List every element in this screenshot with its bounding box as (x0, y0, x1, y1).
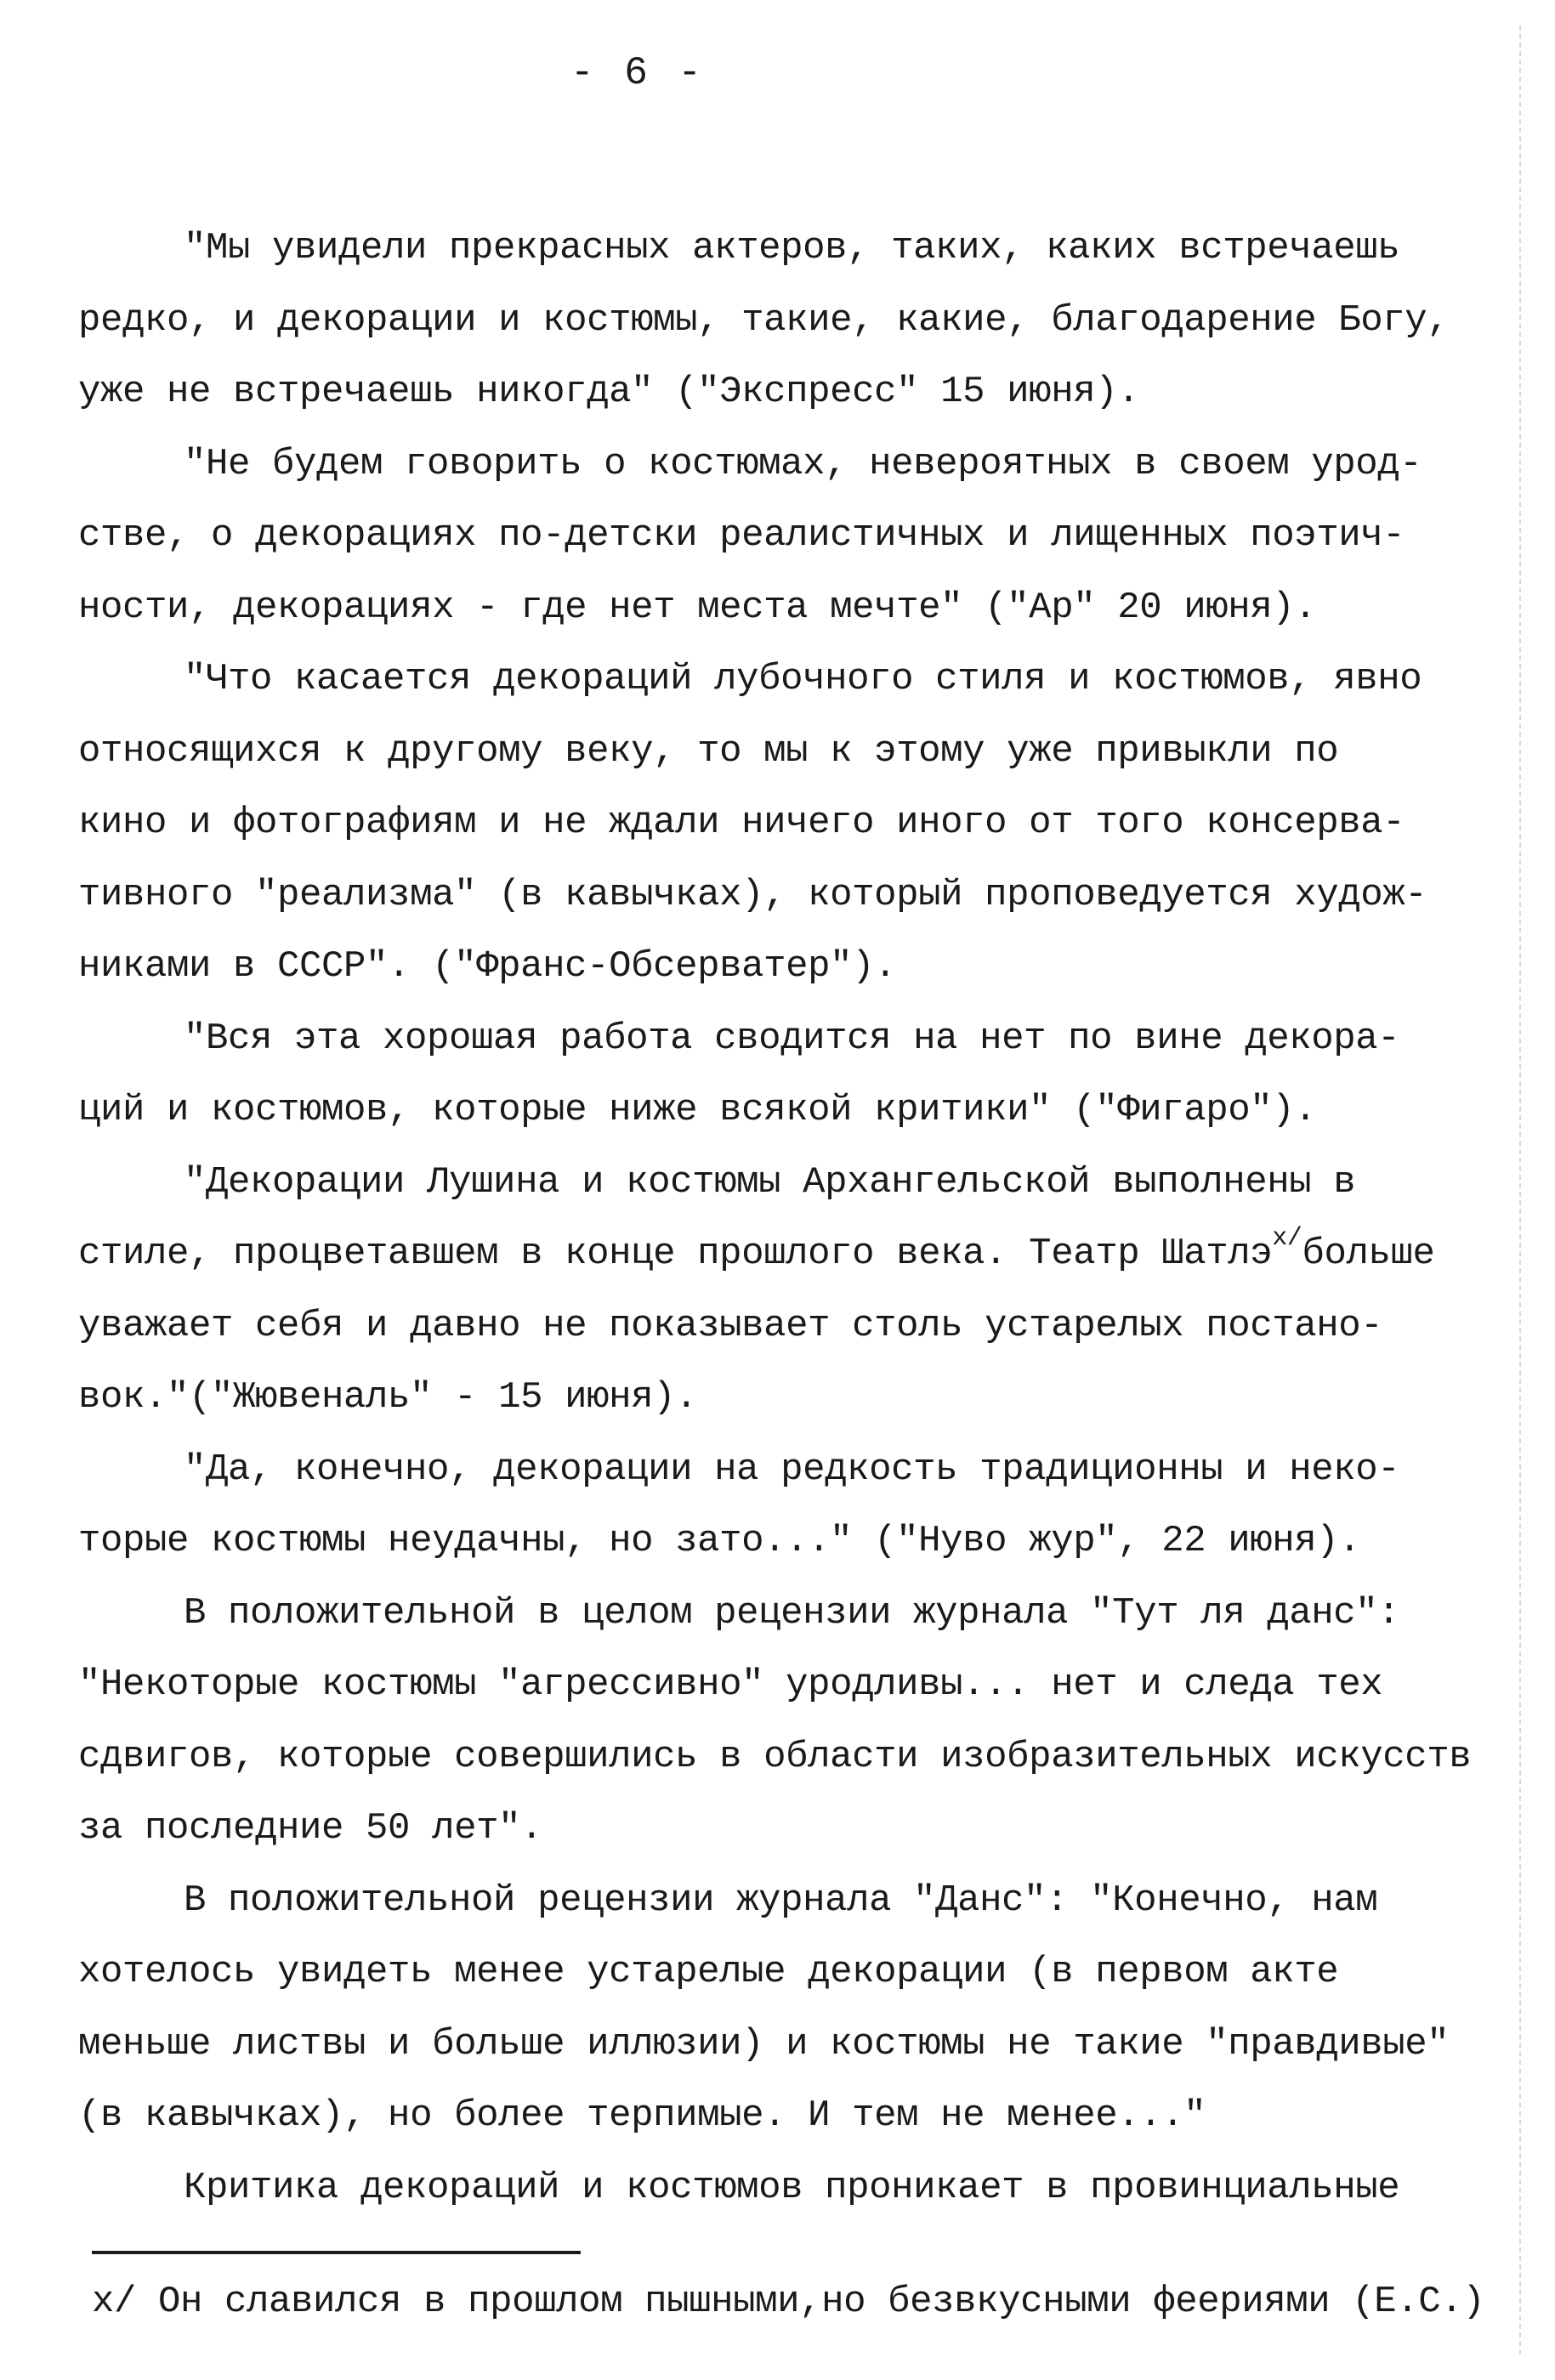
text-line: (в кавычках), но более терпимые. И тем не менее..." (78, 2094, 1206, 2137)
text-line: меньше листвы и больше иллюзии) и костюмы не такие "правдивые" (78, 2022, 1450, 2066)
text-line: тивного "реализма" (в кавычках), который проповедуется худож- (78, 873, 1427, 916)
body-text (78, 212, 1473, 2224)
text-line: "Некоторые костюмы "агрессивно" уродливы... нет и следа тех (78, 1663, 1383, 1706)
footnote-marker: x/ (1272, 1224, 1302, 1253)
text-line: "Мы увидели прекрасных актеров, таких, каких встречаешь (184, 227, 1400, 269)
text-line-start: стиле, процветавшем в конце прошлого века. Театр Шатлэ (78, 1232, 1273, 1275)
text-line: "Вся эта хорошая работа сводится на нет по вине декора- (184, 1017, 1400, 1060)
text-line: "Что касается декораций лубочного стиля и костюмов, явно (184, 658, 1422, 700)
text-line: относящихся к другому веку, то мы к этому уже привыкли по (78, 729, 1339, 773)
text-line: В положительной в целом рецензии журнала "Тут ля данс": (184, 1591, 1400, 1635)
text-line: В положительной рецензии журнала "Данс": "Конечно, нам (184, 1878, 1378, 1922)
text-line: уважает себя и давно не показывает столь устарелых постано- (78, 1304, 1383, 1347)
text-line: сдвигов, которые совершились в области изобразительных искусств (78, 1735, 1472, 1778)
text-line-with-footnote-mark (78, 1218, 1473, 1290)
text-line: стве, о декорациях по-детски реалистичных и лищенных поэтич- (78, 514, 1405, 557)
page-number: - 6 - (570, 51, 706, 95)
text-line: кино и фотографиям и не ждали ничего иного от того консерва- (78, 802, 1405, 844)
text-line: торые костюмы неудачны, но зато..." ("Нуво жур", 22 июня). (78, 1520, 1361, 1562)
text-line-end: больше (1302, 1232, 1435, 1275)
text-line: никами в СССР". ("Франс-Обсерватер"). (78, 945, 897, 988)
text-line: редко, и декорации и костюмы, такие, какие, благодарение Богу, (78, 298, 1450, 342)
text-line: "Не будем говорить о костюмах, невероятных в своем урод- (184, 442, 1422, 485)
text-line: хотелось увидеть менее устарелые декорации (в первом акте (78, 1951, 1339, 1993)
footnote-divider (92, 2251, 581, 2254)
text-line: ности, декорациях - где нет места мечте" ("Ар" 20 июня). (78, 586, 1317, 629)
text-line: за последние 50 лет". (78, 1807, 543, 1850)
text-line: уже не встречаешь никогда" ("Экспресс" 15 июня). (78, 371, 1140, 413)
text-line: "Декорации Лушина и костюмы Архангельской выполнены в (184, 1160, 1356, 1204)
text-line: "Да, конечно, декорации на редкость традиционны и неко- (184, 1448, 1400, 1491)
footnote-text: x/ Он славился в прошлом пышными,но безвкусными феериями (Е.С.) (92, 2281, 1485, 2323)
text-line: вок."("Жювеналь" - 15 июня). (78, 1376, 698, 1419)
text-line: ций и костюмов, которые ниже всякой критики" ("Фигаро"). (78, 1089, 1317, 1131)
page-edge-line (1519, 26, 1521, 2354)
text-line: Критика декораций и костюмов проникает в провинциальные (184, 2166, 1400, 2209)
